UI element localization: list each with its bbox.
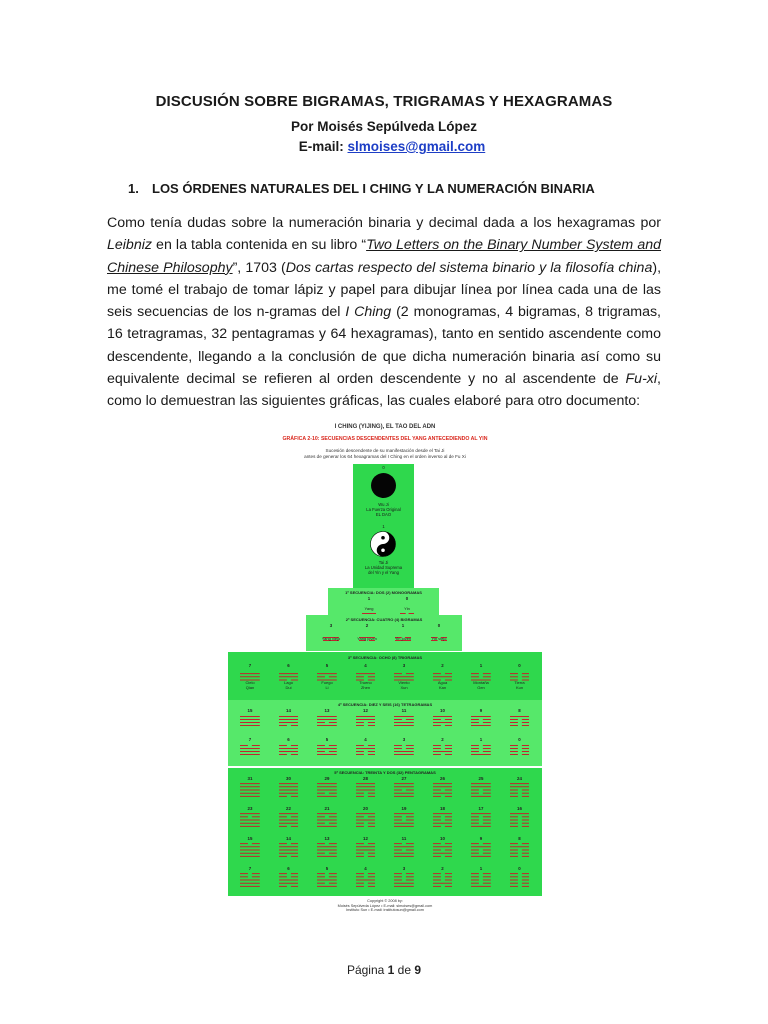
seq4-label: 4ª SECUENCIA: DIEZ Y SEIS (16) TETRAGRAMAS xyxy=(337,702,433,707)
wu-ji-line: La Fuerza Original xyxy=(366,507,401,512)
ngram-lines-icon xyxy=(356,812,376,828)
ngram-number: 28 xyxy=(363,776,368,781)
ngram-number: 3 xyxy=(329,623,333,628)
ngram-number: 7 xyxy=(248,866,252,871)
ngram-lines-icon xyxy=(240,842,260,858)
figure-caption xyxy=(228,448,542,460)
para-text: , como lo demuestran las siguientes gráficas, las cuales elaboré para otro documento: xyxy=(107,371,661,410)
para-text: ), me tomé el trabajo de tomar lápiz y papel para dibujar línea por línea cada una de las seis secuencias de los n-gramas del xyxy=(107,259,662,321)
ngram-number: 5 xyxy=(325,663,329,668)
para-italic-leibniz: Leibniz xyxy=(107,237,152,254)
ngram-name: Yang viejo xyxy=(321,636,341,641)
para-text: ”, 1703 ( xyxy=(232,259,286,276)
wu-ji-band xyxy=(353,464,414,592)
ngram-number: 3 xyxy=(402,663,406,668)
ngram-lines-icon xyxy=(317,842,337,858)
copyright-line: Instituto Sun • E-mail: institutosun@gmail.com xyxy=(346,908,424,913)
ngram-number: 6 xyxy=(287,737,290,742)
ngram-number: 29 xyxy=(324,776,330,781)
ngram-name-secondary: Li xyxy=(325,684,329,690)
yin-yang-icon xyxy=(370,531,396,557)
para-text: en la tabla contenida en su libro “ xyxy=(151,237,367,254)
ngram-lines-icon xyxy=(279,715,299,727)
ngram-lines-icon xyxy=(279,842,299,858)
wu-ji-black-circle-icon xyxy=(371,473,396,498)
page-footer xyxy=(0,963,768,977)
ngram-name: Cielo xyxy=(245,679,255,685)
ngram-number: 4 xyxy=(364,737,367,742)
ngram-number: 8 xyxy=(518,836,521,841)
ngram-lines-icon xyxy=(394,744,414,756)
ngram-number: 23 xyxy=(247,806,253,811)
figure-subtitle: GRÁFICA 2-10: SECUENCIAS DESCENDENTES DEL YANG ANTECEDIENDO AL YIN xyxy=(282,436,488,442)
ngram-lines-icon xyxy=(240,782,260,798)
ngram-name-secondary: Kan xyxy=(438,684,447,690)
ngram-name: Trueno xyxy=(359,679,372,685)
ngram-number: 25 xyxy=(478,776,484,781)
ngram-lines-icon xyxy=(510,715,530,727)
ngram-lines-icon xyxy=(433,812,453,828)
iching-figure xyxy=(228,420,542,913)
ngram-name-secondary: Dui xyxy=(285,684,292,690)
ngram-lines-icon xyxy=(394,872,414,888)
ngram-lines-icon xyxy=(317,715,337,727)
ngram-lines-icon xyxy=(471,715,491,727)
ngram-lines-icon xyxy=(356,715,376,727)
ngram-name: Yin viejo xyxy=(431,636,447,641)
ngram-lines-icon xyxy=(510,872,530,888)
ngram-number: 24 xyxy=(517,776,522,781)
ngram-name-secondary: Zhen xyxy=(360,684,371,690)
ngram-name-secondary: Kun xyxy=(515,684,524,690)
ngram-lines-icon xyxy=(356,744,376,756)
para-text: (2 monogramas, 4 bigramas, 8 trigramas, 16 tetragramas, 32 pentagramas y 64 hexagramas), tanto en sentido ascendente como descendente, llegando a la conclusión de que dicha numeración binaria así como su equivalente decimal se refieren al orden descendente y no al ascendente de xyxy=(107,304,662,388)
ngram-number: 2 xyxy=(365,623,369,628)
ngram-lines-icon xyxy=(279,872,299,888)
ngram-number: 14 xyxy=(286,836,291,841)
ngram-lines-icon xyxy=(433,715,453,727)
email-line xyxy=(0,139,768,154)
section-number: 1. xyxy=(128,181,139,196)
ngram-lines-icon xyxy=(510,782,530,798)
ngram-number: 6 xyxy=(287,663,290,668)
ngram-lines-icon xyxy=(240,812,260,828)
ngram-name: Yang xyxy=(364,606,374,611)
ngram-lines-icon xyxy=(471,812,491,828)
ngram-number: 13 xyxy=(324,836,330,841)
seq2-label: 2ª SECUENCIA: CUATRO (4) BIGRAMAS xyxy=(345,617,423,622)
ngram-lines-icon xyxy=(240,715,260,727)
footer-of-label: de xyxy=(394,963,415,977)
ngram-lines-icon xyxy=(356,872,376,888)
ngram-name: Montaña xyxy=(473,679,489,685)
para-book-title: Two Letters on the Binary Number System and Chinese Philosophy xyxy=(107,237,662,276)
ngram-number: 4 xyxy=(364,866,367,871)
ngram-lines-icon xyxy=(433,842,453,858)
ngram-name-secondary: Qian xyxy=(245,684,255,690)
wu-ji-number: 0 xyxy=(382,465,385,470)
ngram-name: Agua xyxy=(437,679,448,685)
figure-caption-line: Sucesión descendente de su manifestación desde el Tai Ji xyxy=(325,448,445,453)
tai-ji-number: 1 xyxy=(382,524,385,529)
seq1-band xyxy=(328,588,439,615)
ngram-number: 5 xyxy=(325,866,329,871)
ngram-lines-icon xyxy=(394,782,414,798)
ngram-lines-icon xyxy=(317,744,337,756)
ngram-number: 1 xyxy=(479,663,483,668)
ngram-number: 20 xyxy=(363,806,368,811)
ngram-lines-icon xyxy=(240,744,260,756)
tai-ji-label xyxy=(353,560,414,575)
ngram-number: 0 xyxy=(437,623,441,628)
ngram-number: 0 xyxy=(405,596,409,601)
tai-ji-line: del Yin y el Yang xyxy=(368,570,399,575)
ngram-lines-icon xyxy=(471,872,491,888)
ngram-number: 7 xyxy=(248,737,252,742)
ngram-lines-icon xyxy=(433,782,453,798)
para-text: Como tenía dudas sobre la numeración binaria y decimal dada a los hexagramas por xyxy=(107,215,661,231)
ngram-number: 10 xyxy=(440,836,445,841)
seq5-label: 5ª SECUENCIA: TREINTA Y DOS (32) PENTAGRAMAS xyxy=(334,770,436,775)
seq3-band xyxy=(228,652,542,700)
copyright-line: Copyright © 2008 by: xyxy=(367,899,403,903)
ngram-number: 2 xyxy=(441,663,444,668)
ngram-name: Yang joven xyxy=(357,636,377,641)
seq2-band xyxy=(306,615,462,651)
seq5-band xyxy=(228,768,542,896)
ngram-number: 17 xyxy=(478,806,484,811)
ngram-lines-icon xyxy=(394,812,414,828)
ngram-lines-icon xyxy=(356,782,376,798)
ngram-number: 3 xyxy=(402,737,406,742)
body-paragraph xyxy=(107,212,661,413)
ngram-lines-icon xyxy=(317,782,337,798)
ngram-lines-icon xyxy=(510,842,530,858)
footer-total-pages: 9 xyxy=(414,963,422,977)
ngram-lines-icon xyxy=(317,872,337,888)
ngram-number: 8 xyxy=(518,708,521,713)
ngram-number: 31 xyxy=(247,776,253,781)
ngram-number: 4 xyxy=(364,663,367,668)
ngram-number: 2 xyxy=(441,866,444,871)
figure-copyright xyxy=(228,899,542,913)
wu-ji-line: EL DAO xyxy=(375,512,392,517)
ngram-number: 11 xyxy=(401,836,407,841)
ngram-number: 19 xyxy=(401,806,407,811)
ngram-number: 12 xyxy=(363,708,368,713)
copyright-line: Moisés Sepúlveda López • E-mail: slmoises@gmail.com xyxy=(337,903,433,908)
ngram-number: 9 xyxy=(479,836,483,841)
seq3-label: 3ª SECUENCIA: OCHO (8) TRIGRAMAS xyxy=(347,655,423,660)
ngram-lines-icon xyxy=(279,812,299,828)
section-heading xyxy=(128,181,595,196)
document-author: Por Moisés Sepúlveda López xyxy=(290,119,478,134)
ngram-lines-icon xyxy=(317,812,337,828)
email-label: E-mail: xyxy=(298,139,348,154)
ngram-number: 9 xyxy=(479,708,483,713)
ngram-number: 11 xyxy=(401,708,407,713)
ngram-lines-icon xyxy=(433,744,453,756)
ngram-name-secondary: Gen xyxy=(477,684,485,690)
ngram-name: Yin xyxy=(404,606,410,611)
ngram-number: 12 xyxy=(363,836,368,841)
section-title: LOS ÓRDENES NATURALES DEL I CHING Y LA NUMERACIÓN BINARIA xyxy=(152,181,595,196)
ngram-name-secondary: Xun xyxy=(400,684,408,690)
ngram-number: 6 xyxy=(287,866,290,871)
ngram-lines-icon xyxy=(510,744,530,756)
ngram-lines-icon xyxy=(279,744,299,756)
ngram-lines-icon xyxy=(356,842,376,858)
ngram-lines-icon xyxy=(510,812,530,828)
ngram-number: 1 xyxy=(367,596,371,601)
ngram-number: 0 xyxy=(518,866,521,871)
ngram-number: 27 xyxy=(401,776,407,781)
para-italic-translation: Dos cartas respecto del sistema binario y la filosofía china xyxy=(285,259,653,276)
ngram-lines-icon xyxy=(279,782,299,798)
ngram-number: 2 xyxy=(441,737,444,742)
ngram-name: Lago xyxy=(284,679,293,685)
ngram-name: Tierra xyxy=(514,679,525,685)
document-title: DISCUSIÓN SOBRE BIGRAMAS, TRIGRAMAS Y HEXAGRAMAS xyxy=(155,93,613,110)
ngram-number: 14 xyxy=(286,708,291,713)
seq1-label: 1ª SECUENCIA: DOS (2) MONOGRAMAS xyxy=(345,590,422,595)
ngram-lines-icon xyxy=(394,715,414,727)
para-italic-fuxi: Fu-xi xyxy=(625,371,658,388)
email-link[interactable]: slmoises@gmail.com xyxy=(347,139,486,154)
ngram-number: 15 xyxy=(247,836,253,841)
ngram-lines-icon xyxy=(394,842,414,858)
ngram-lines-icon xyxy=(240,872,260,888)
para-italic-iching: I Ching xyxy=(345,304,392,321)
ngram-lines-icon xyxy=(433,872,453,888)
ngram-number: 1 xyxy=(401,623,405,628)
wu-ji-line: Wu Ji xyxy=(378,502,389,507)
tai-ji-line: Tai Ji xyxy=(378,560,389,565)
ngram-number: 21 xyxy=(324,806,330,811)
ngram-number: 22 xyxy=(286,806,291,811)
footer-page-number: 1 xyxy=(387,963,395,977)
tai-ji-line: La Unidad Suprema xyxy=(364,565,403,570)
ngram-name: Fuego xyxy=(321,679,333,685)
ngram-number: 15 xyxy=(247,708,253,713)
ngram-lines-icon xyxy=(471,744,491,756)
ngram-number: 18 xyxy=(440,806,445,811)
ngram-lines-icon xyxy=(471,842,491,858)
ngram-name: Viento xyxy=(398,679,410,685)
wu-ji-label xyxy=(353,502,414,517)
footer-page-label: Página xyxy=(346,963,388,977)
figure-title: I CHING (YIJING), EL TAO DEL ADN xyxy=(334,424,436,430)
ngram-number: 1 xyxy=(479,737,483,742)
ngram-number: 7 xyxy=(248,663,252,668)
ngram-number: 16 xyxy=(517,806,522,811)
figure-caption-line: antes de generar los 64 hexagramas del I Ching en el orden inverso al de Fu Xi xyxy=(304,454,466,459)
ngram-lines-icon xyxy=(471,782,491,798)
ngram-number: 0 xyxy=(518,737,521,742)
ngram-number: 10 xyxy=(440,708,445,713)
ngram-number: 13 xyxy=(324,708,330,713)
ngram-number: 3 xyxy=(402,866,406,871)
ngram-number: 26 xyxy=(440,776,445,781)
ngram-number: 1 xyxy=(479,866,483,871)
ngram-number: 5 xyxy=(325,737,329,742)
seq4-band xyxy=(228,700,542,766)
ngram-number: 0 xyxy=(518,663,521,668)
ngram-name: Yin joven xyxy=(394,636,412,641)
ngram-number: 30 xyxy=(286,776,291,781)
